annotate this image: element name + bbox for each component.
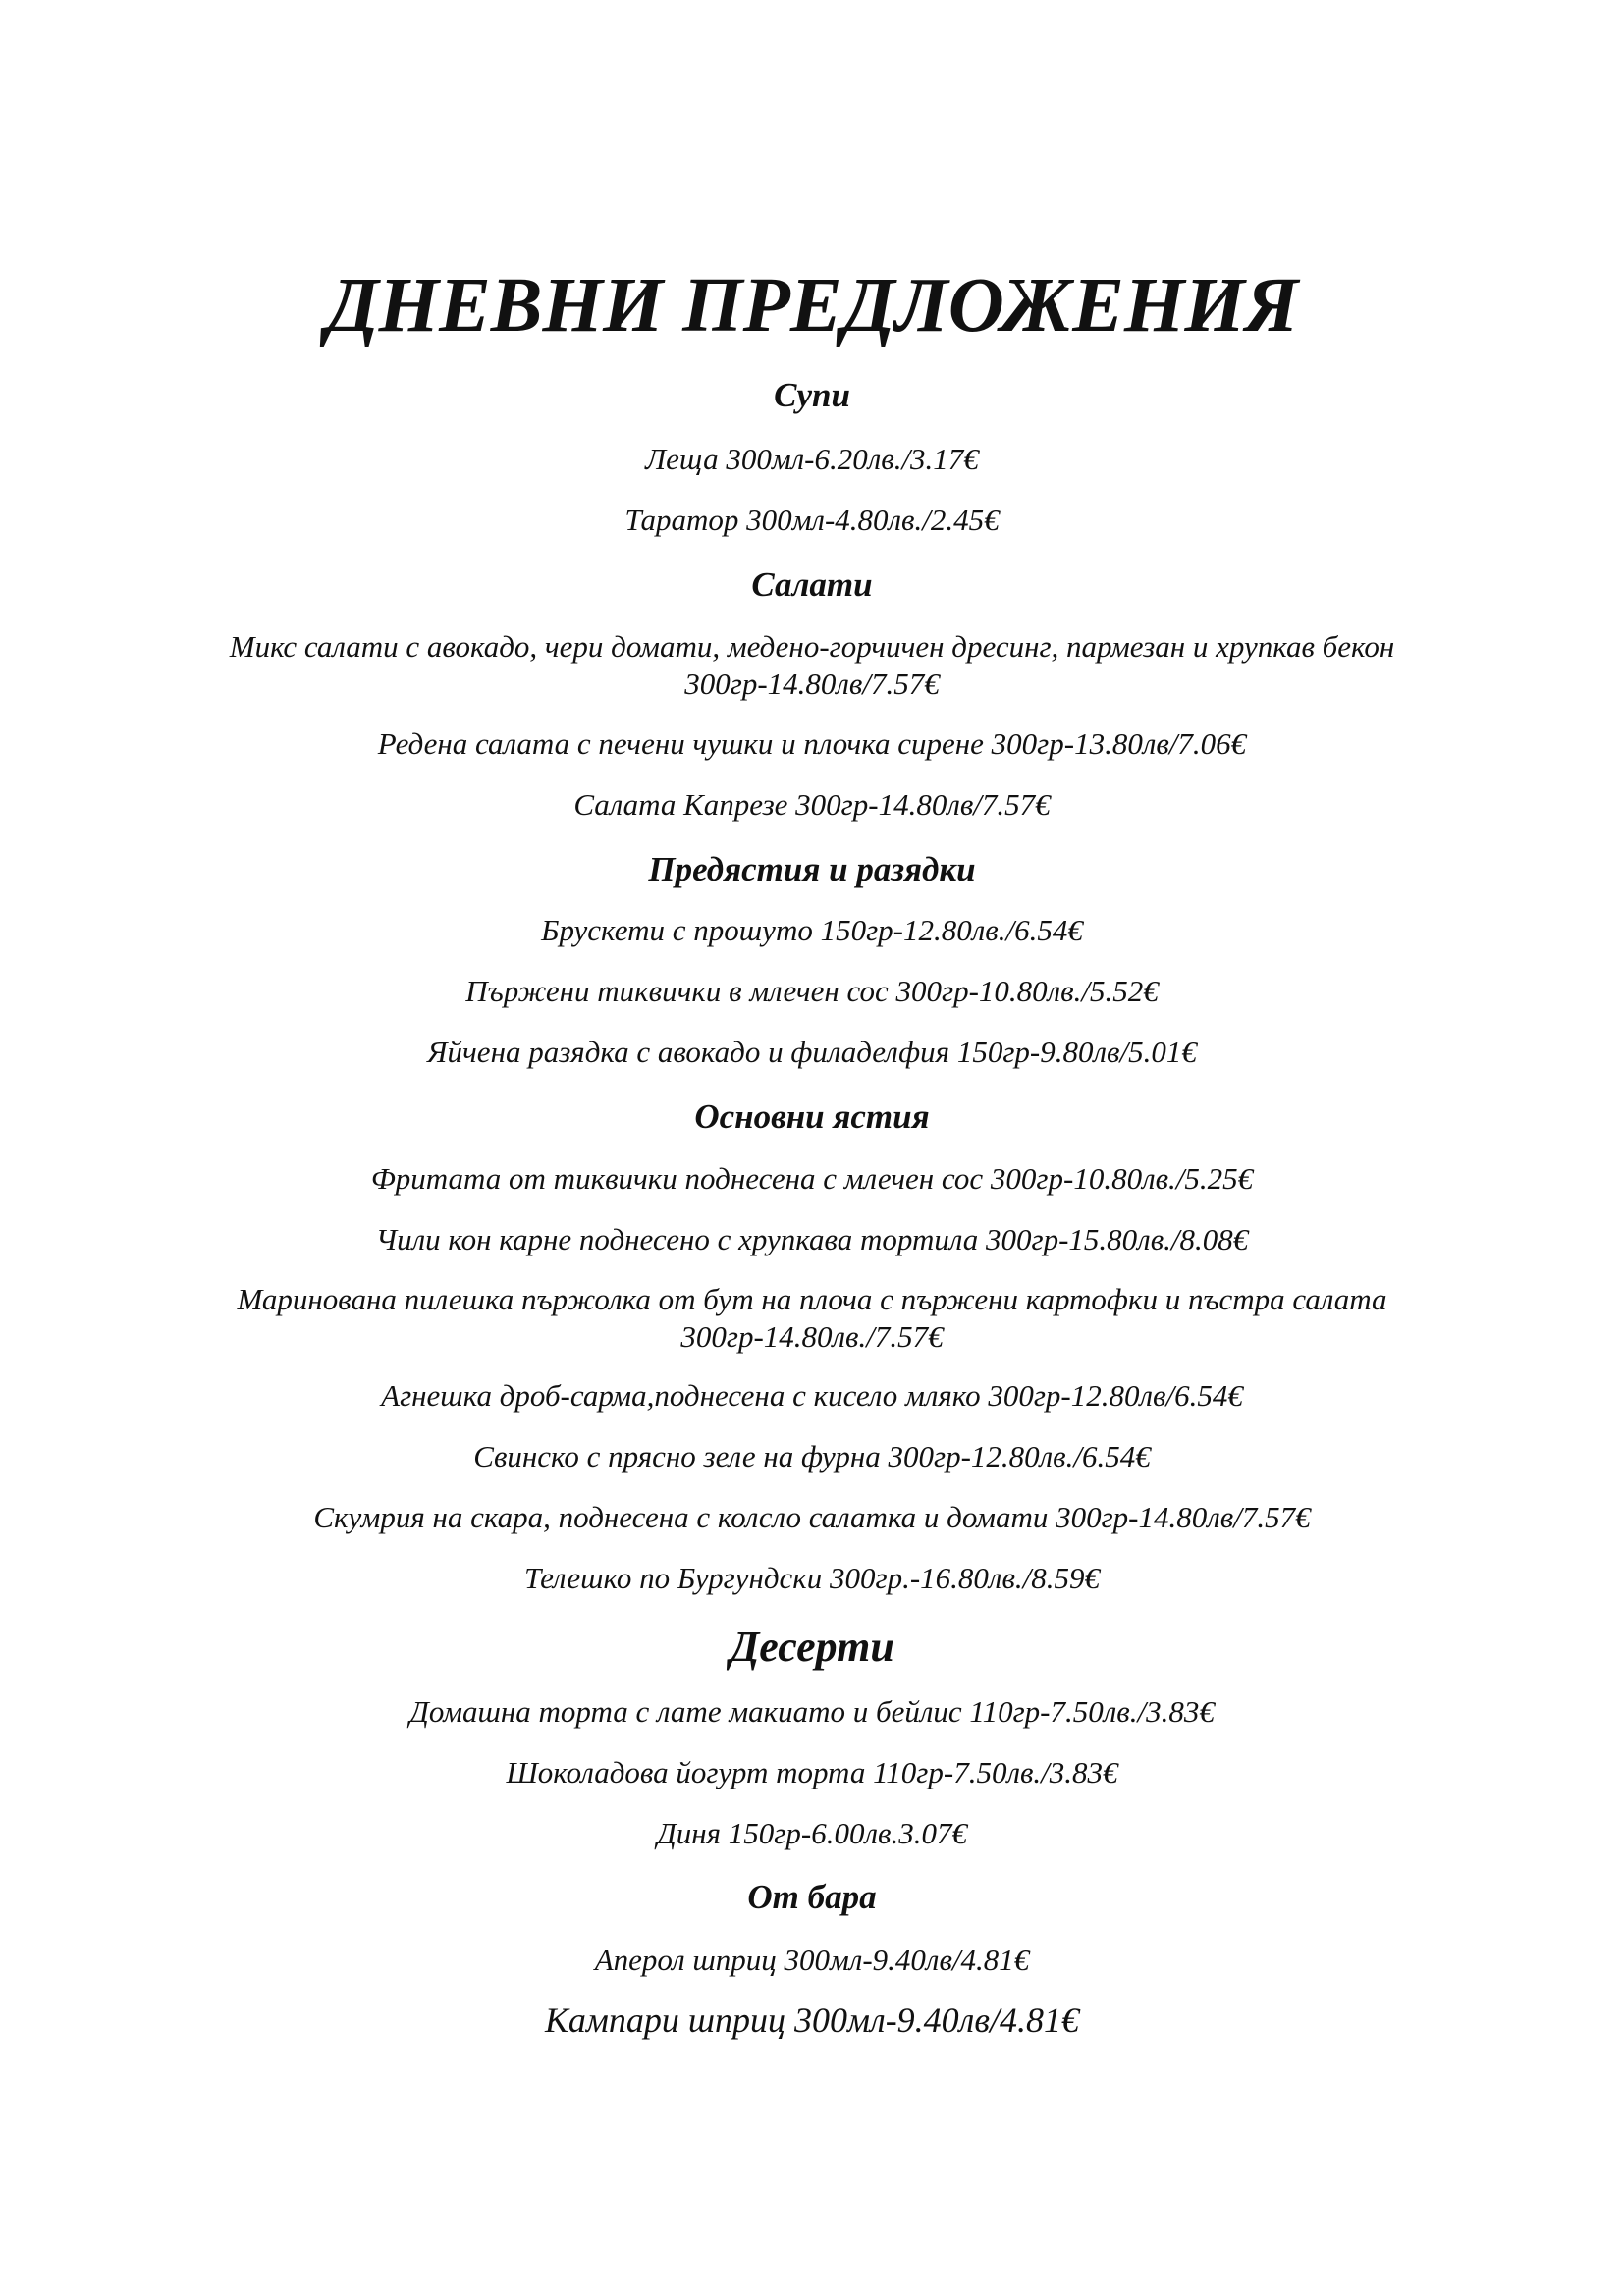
- section-heading-bar: От бара: [747, 1878, 877, 1916]
- menu-title: ДНЕВНИ ПРЕДЛОЖЕНИЯ: [325, 263, 1299, 348]
- section-heading-salads: Салати: [751, 565, 873, 604]
- menu-item-lamb-sarma: Агнешка дроб-сарма,поднесена с кисело мляко 300гр-12.80лв/6.54€: [381, 1378, 1243, 1413]
- section-heading-appetizers: Предястия и разядки: [648, 850, 976, 888]
- menu-item-aperol-spritz: Аперол шприц 300мл-9.40лв/4.81€: [594, 1943, 1030, 1977]
- menu-item-pork-cabbage: Свинско с прясно зеле на фурна 300гр-12.80лв./6.54€: [473, 1439, 1151, 1473]
- menu-item-campari-spritz: Кампари шприц 300мл-9.40лв/4.81€: [544, 2001, 1080, 2040]
- menu-item-chili-con-carne: Чили кон карне поднесено с хрупкава тортила 300гр-15.80лв./8.08€: [375, 1222, 1249, 1256]
- section-heading-mains: Основни ястия: [694, 1097, 930, 1136]
- menu-item-beef-bourguignon: Телешко по Бургундски 300гр.-16.80лв./8.59€: [523, 1561, 1101, 1595]
- menu-item-layered-salad: Редена салата с печени чушки и плочка сирене 300гр-13.80лв/7.06€: [377, 726, 1247, 761]
- menu-item-lentil-soup: Леща 300мл-6.20лв./3.17€: [645, 442, 979, 476]
- section-heading-soups: Супи: [774, 376, 850, 414]
- menu-item-bruschetta: Брускети с прошуто 150гр-12.80лв./6.54€: [541, 913, 1083, 947]
- menu-item-watermelon: Диня 150гр-6.00лв.3.07€: [657, 1816, 967, 1850]
- menu-item-grilled-mackerel: Скумрия на скара, поднесена с колсло салатка и домати 300гр-14.80лв/7.57€: [313, 1500, 1311, 1534]
- menu-item-mixed-salad: Микс салати с авокадо, чери домати, медено-горчичен дресинг, пармезан и хрупкав бекон 300гр-14.80лв/7.57€: [229, 629, 1395, 701]
- menu-item-chicken-steak: Маринована пилешка пържолка от бут на плоча с пържени картофки и пъстра салата 300гр-14.80лв./7.57€: [237, 1282, 1387, 1354]
- menu-item-chocolate-yogurt-cake: Шоколадова йогурт торта 110гр-7.50лв./3.83€: [506, 1755, 1118, 1789]
- section-heading-desserts: Десерти: [730, 1623, 894, 1671]
- menu-item-frittata: Фритата от тиквички поднесена с млечен сос 300гр-10.80лв./5.25€: [370, 1161, 1254, 1196]
- menu-item-fried-zucchini: Пържени тиквички в млечен сос 300гр-10.80лв./5.52€: [465, 974, 1159, 1008]
- menu-item-egg-spread: Яйчена разядка с авокадо и филаделфия 150гр-9.80лв/5.01€: [427, 1035, 1197, 1069]
- menu-item-latte-cake: Домашна торта с лате макиато и бейлис 110гр-7.50лв./3.83€: [409, 1694, 1215, 1729]
- menu-item-caprese-salad: Салата Капрезе 300гр-14.80лв/7.57€: [573, 787, 1051, 822]
- menu-item-tarator: Таратор 300мл-4.80лв./2.45€: [624, 503, 1000, 537]
